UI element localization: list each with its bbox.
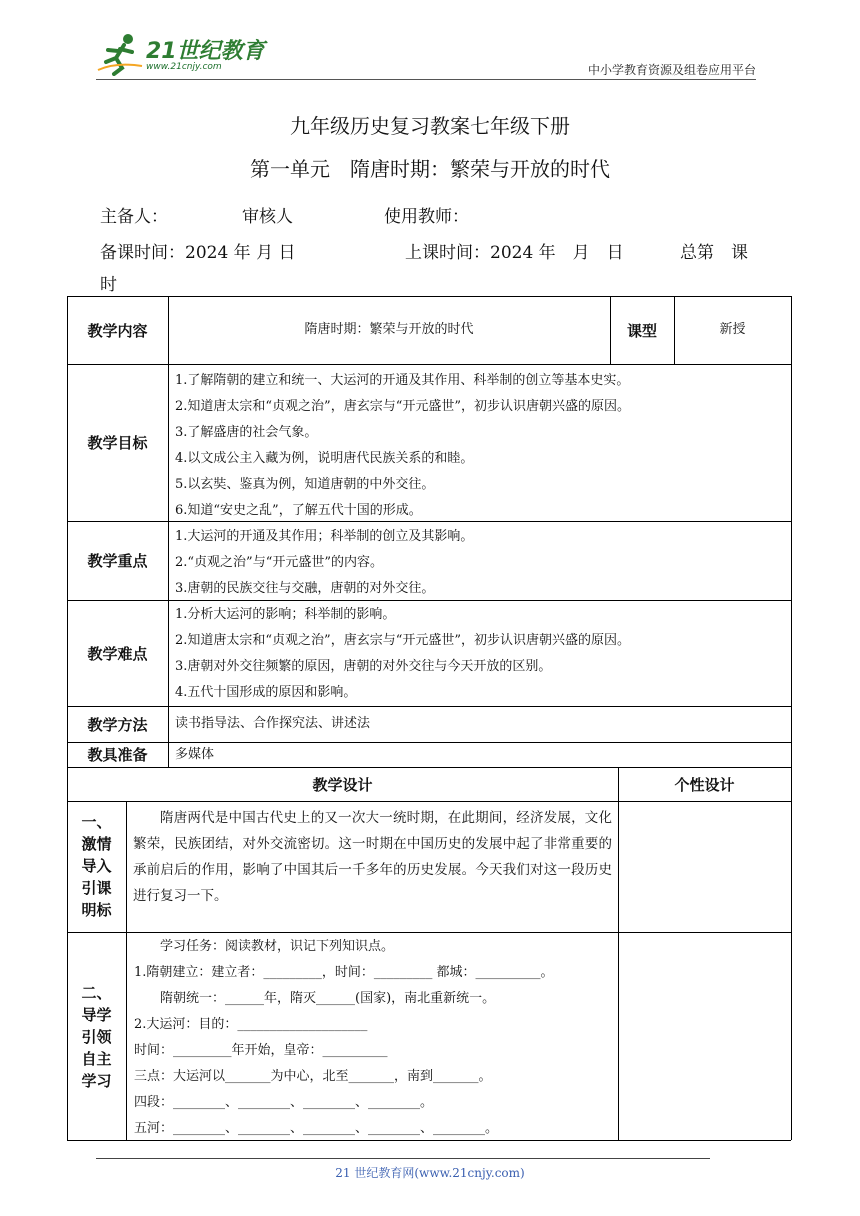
difficulty-item: 4.五代十国形成的原因和影响。 <box>175 685 357 700</box>
goal-item: 5.以玄奘、鉴真为例，知道唐朝的中外交往。 <box>175 477 435 492</box>
unit-title: 第一单元 隋唐时期：繁荣与开放的时代 <box>250 157 610 181</box>
difficulty-item: 1.分析大运河的影响；科举制的影响。 <box>175 607 396 622</box>
runner-logo-icon <box>96 32 144 76</box>
header-divider <box>96 79 756 80</box>
type-value: 新授 <box>719 322 746 337</box>
prep-time: 备课时间：2024 年 月 日 <box>100 243 296 263</box>
site-logo <box>96 32 266 78</box>
type-label: 课型 <box>626 321 657 340</box>
footer-divider <box>96 1158 710 1159</box>
section2-content <box>134 934 616 1142</box>
study-line: 隋朝统一：______年，隋灭______(国家)，南北重新统一。 <box>134 991 496 1006</box>
method-label: 教学方法 <box>87 715 148 734</box>
content-label: 教学内容 <box>87 321 148 340</box>
difficulties-label: 教学难点 <box>87 644 148 663</box>
reviewer-label: 审核人 <box>242 207 293 227</box>
goal-item: 1.了解隋朝的建立和统一、大运河的开通及其作用、科举制的创立等基本史实。 <box>175 373 630 388</box>
study-line: 2.大运河：目的：____________________ <box>134 1017 368 1032</box>
study-line: 学习任务：阅读教材，识记下列知识点。 <box>134 939 395 954</box>
total-lessons: 总第 课 <box>680 243 748 263</box>
key-point-item: 3.唐朝的民族交往与交融，唐朝的对外交往。 <box>175 581 435 596</box>
key-point-item: 1.大运河的开通及其作用；科举制的创立及其影响。 <box>175 529 474 544</box>
total-lessons-tail: 时 <box>100 275 117 295</box>
logo-text: 21世纪教育 <box>146 39 265 64</box>
key-points-label: 教学重点 <box>87 552 148 570</box>
teacher-label: 使用教师： <box>384 207 469 227</box>
difficulties-list <box>175 602 785 706</box>
page-title: 九年级历史复习教案七年级下册 <box>290 114 570 138</box>
lesson-plan-table <box>67 296 791 1140</box>
class-time: 上课时间：2024 年 月 日 <box>405 243 624 263</box>
key-point-item: 2.“贞观之治”与“开元盛世”的内容。 <box>175 555 383 570</box>
tools-label: 教具准备 <box>87 746 148 764</box>
study-line: 四段：________、________、________、________。 <box>134 1095 434 1110</box>
personal-design-header: 个性设计 <box>674 775 735 794</box>
difficulty-item: 3.唐朝对外交往频繁的原因，唐朝的对外交往与今天开放的区别。 <box>175 659 552 674</box>
study-line: 1.隋朝建立：建立者：_________，时间：_________ 都城：__________。 <box>134 965 554 980</box>
study-line: 五河：________、________、________、________、________。 <box>134 1121 499 1136</box>
goal-item: 2.知道唐太宗和“贞观之治”，唐玄宗与“开元盛世”，初步认识唐朝兴盛的原因。 <box>175 399 630 414</box>
platform-name: 中小学教育资源及组卷应用平台 <box>587 63 756 77</box>
content-value: 隋唐时期：繁荣与开放的时代 <box>304 322 474 337</box>
section2-label: 二、 导学 引领 自主 学习 <box>81 984 112 1090</box>
footer-link[interactable]: 21 世纪教育网(www.21cnjy.com) <box>335 1166 525 1180</box>
goals-label: 教学目标 <box>87 434 148 452</box>
section1-text: 隋唐两代是中国古代史上的又一次大一统时期，在此期间，经济发展，文化繁荣，民族团结，对外交流密切。这一时期在中国历史的发展中起了非常重要的承前启后的作用，影响了中国其后一千多年的历史发展。今天我们对这一段历史进行复习一下。 <box>133 810 612 904</box>
goals-list <box>175 368 785 524</box>
section1-label: 一、 激情 导入 引课 明标 <box>81 813 112 919</box>
difficulty-item: 2.知道唐太宗和“贞观之治”，唐玄宗与“开元盛世”，初步认识唐朝兴盛的原因。 <box>175 633 630 648</box>
logo-url: www.21cnjy.com <box>146 62 222 72</box>
goal-item: 3.了解盛唐的社会气象。 <box>175 425 318 440</box>
study-line: 三点：大运河以_______为中心，北至_______，南到_______。 <box>134 1069 492 1084</box>
key-points-list <box>175 524 785 602</box>
method-value: 读书指导法、合作探究法、讲述法 <box>175 716 371 731</box>
design-header: 教学设计 <box>312 775 373 794</box>
study-line: 时间：_________年开始，皇帝：__________ <box>134 1043 388 1058</box>
preparer-label: 主备人： <box>100 207 168 227</box>
goal-item: 4.以文成公主入藏为例，说明唐代民族关系的和睦。 <box>175 451 474 466</box>
goal-item: 6.知道“安史之乱”，了解五代十国的形成。 <box>175 503 422 518</box>
tools-value: 多媒体 <box>175 746 215 762</box>
